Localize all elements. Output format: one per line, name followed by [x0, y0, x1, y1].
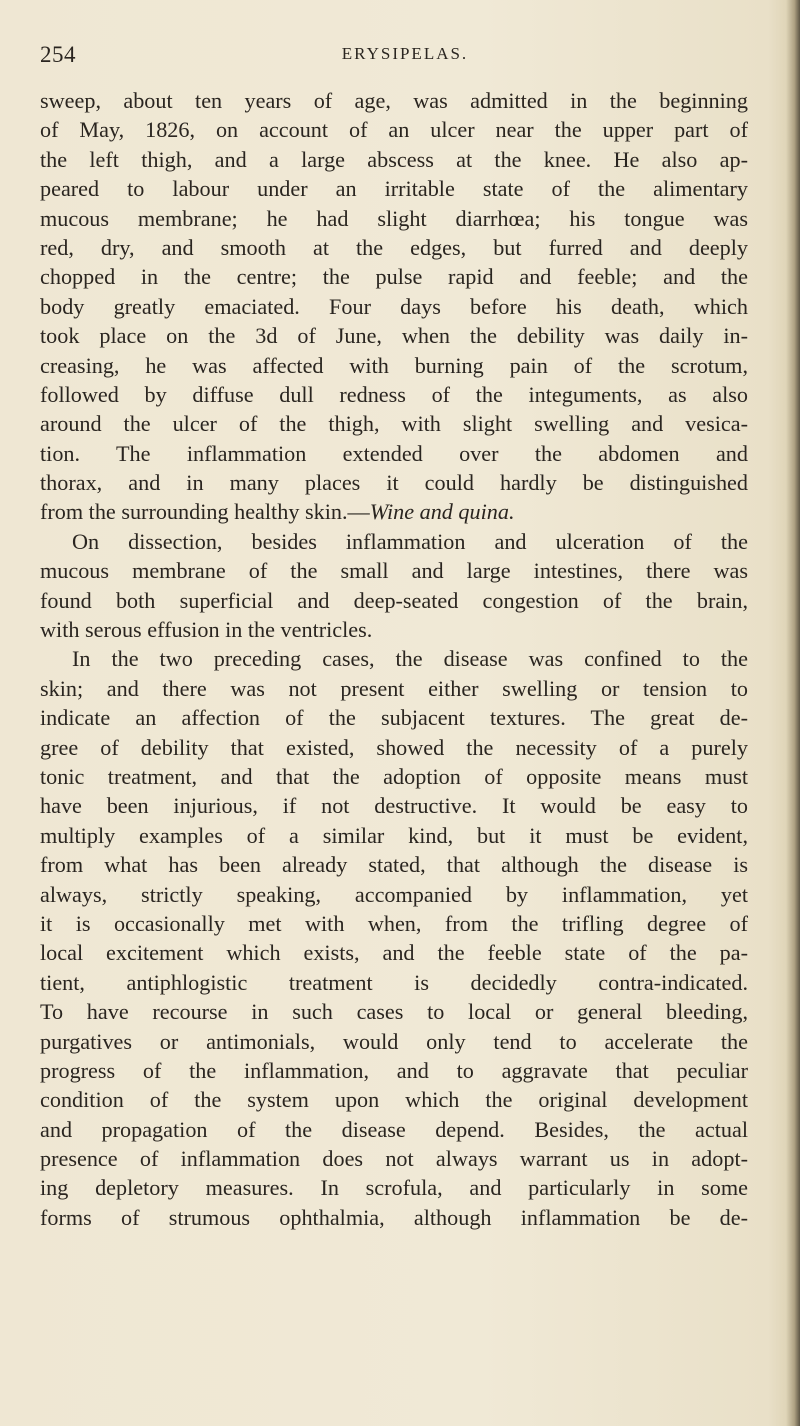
text-line: tion. The inflammation extended over the abdomen and: [40, 440, 748, 466]
text-line: tient, antiphlogistic treatment is decidedly contra-indicated.: [40, 969, 748, 995]
text-line: it is occasionally met with when, from the trifling degree of: [40, 910, 748, 936]
text-line: gree of debility that existed, showed the necessity of a purely: [40, 734, 748, 760]
body-text: [40, 86, 748, 1232]
text-line: red, dry, and smooth at the edges, but furred and deeply: [40, 234, 748, 260]
text-line: have been injurious, if not destructive. It would be easy to: [40, 793, 748, 819]
page-header: [40, 42, 770, 72]
text-fragment: from the surrounding healthy skin.—: [40, 499, 370, 525]
text-line: the left thigh, and a large abscess at the knee. He also ap-: [40, 146, 748, 172]
page-number: 254: [40, 42, 76, 67]
text-line: presence of inflammation does not always warrant us in adopt-: [40, 1146, 748, 1172]
text-line: chopped in the centre; the pulse rapid and feeble; and the: [40, 264, 748, 290]
text-line: In the two preceding cases, the disease was confined to the: [72, 646, 748, 672]
text-line: purgatives or antimonials, would only tend to accelerate the: [40, 1028, 748, 1054]
text-line: with serous effusion in the ventricles.: [40, 617, 373, 643]
text-line: creasing, he was affected with burning pain of the scrotum,: [40, 352, 748, 378]
text-line: of May, 1826, on account of an ulcer near the upper part of: [40, 117, 748, 143]
page-edge-shadow: [786, 0, 800, 1426]
text-line: progress of the inflammation, and to aggravate that peculiar: [40, 1057, 748, 1083]
text-line: from what has been already stated, that although the disease is: [40, 852, 748, 878]
text-line: local excitement which exists, and the feeble state of the pa-: [40, 940, 748, 966]
text-line: multiply examples of a similar kind, but it must be evident,: [40, 822, 748, 848]
text-line: thorax, and in many places it could hardly be distinguished: [40, 470, 748, 496]
text-line: On dissection, besides inflammation and ulceration of the: [72, 528, 748, 554]
text-line: mucous membrane of the small and large intestines, there was: [40, 558, 748, 584]
text-line: found both superficial and deep-seated congestion of the brain,: [40, 587, 748, 613]
italic-fragment: Wine and quina.: [369, 499, 515, 525]
text-line: followed by diffuse dull redness of the integuments, as also: [40, 381, 748, 407]
text-line: forms of strumous ophthalmia, although inflammation be de-: [40, 1204, 748, 1230]
text-line-with-italic: [40, 497, 748, 526]
text-line: peared to labour under an irritable state of the alimentary: [40, 176, 748, 202]
text-line: tonic treatment, and that the adoption of opposite means must: [40, 763, 748, 789]
text-line: body greatly emaciated. Four days before his death, which: [40, 293, 748, 319]
text-line: ing depletory measures. In scrofula, and particularly in some: [40, 1175, 748, 1201]
text-line: skin; and there was not present either swelling or tension to: [40, 675, 748, 701]
running-head: ERYSIPELAS.: [341, 44, 469, 63]
text-line: To have recourse in such cases to local or general bleeding,: [40, 999, 748, 1025]
text-line: always, strictly speaking, accompanied by inflammation, yet: [40, 881, 748, 907]
text-line: around the ulcer of the thigh, with slight swelling and vesica-: [40, 411, 748, 437]
text-line: took place on the 3d of June, when the debility was daily in-: [40, 323, 748, 349]
text-line: and propagation of the disease depend. Besides, the actual: [40, 1116, 748, 1142]
text-line: sweep, about ten years of age, was admitted in the beginning: [40, 88, 748, 113]
text-line: condition of the system upon which the original development: [40, 1087, 748, 1113]
text-line: indicate an affection of the subjacent textures. The great de-: [40, 705, 748, 731]
text-line: mucous membrane; he had slight diarrhœa; his tongue was: [40, 205, 748, 231]
